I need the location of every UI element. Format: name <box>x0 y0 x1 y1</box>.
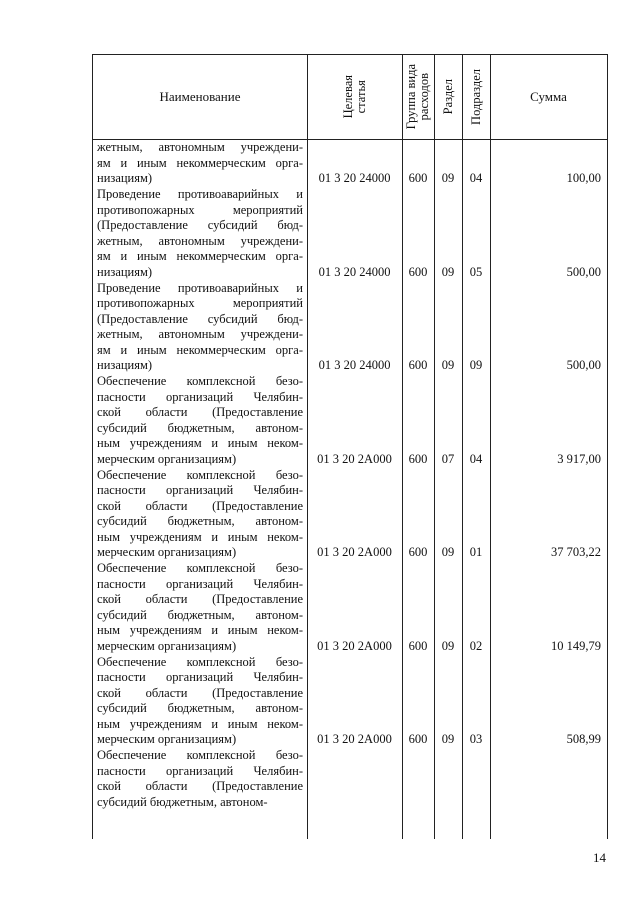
row-subsection: 01 <box>469 545 483 559</box>
row-sum: 508,99 <box>566 732 601 746</box>
row-name-line: ям и иным некоммерческим орга- <box>97 342 303 357</box>
row-target-code: 01 3 20 2А000 <box>317 451 392 466</box>
row-name-line: ным учреждениям и иным неком- <box>97 623 303 637</box>
row-name-line: (Предоставление субсидий бюд- <box>97 218 303 232</box>
row-name-line: ным учреждениям и иным неком- <box>97 529 303 544</box>
budget-table <box>92 54 608 839</box>
row-name-line: пасности организаций Челябин- <box>97 483 303 497</box>
row-name-line: противопожарных мероприятий <box>97 296 303 310</box>
row-section: 09 <box>441 638 455 653</box>
row-name-line: мерческим организациям) <box>97 545 237 559</box>
row-target-code: 01 3 20 2А000 <box>317 638 392 653</box>
row-name-line: (Предоставление субсидий бюд- <box>97 311 303 326</box>
row-name-line: низациям) <box>97 171 153 185</box>
row-name-line: низациям) <box>97 264 153 279</box>
table-row <box>93 187 607 280</box>
row-subsection: 04 <box>469 171 483 185</box>
table-row <box>93 140 607 187</box>
row-name-line: Обеспечение комплексной безо- <box>97 374 303 388</box>
page-number: 14 <box>593 850 606 865</box>
table-row <box>93 374 607 467</box>
row-subsection: 04 <box>469 451 483 466</box>
row-section: 09 <box>441 732 455 746</box>
row-name-line: ской области (Предоставление <box>97 405 303 419</box>
row-target-code: 01 3 20 2А000 <box>317 732 392 746</box>
row-name-line: мерческим организациям) <box>97 638 237 653</box>
header-subsection: Подраздел <box>468 69 483 125</box>
header-name: Наименование <box>159 89 241 104</box>
table-row <box>93 281 607 374</box>
row-name-line: жетным, автономным учреждени- <box>97 327 303 341</box>
row-name-line: Обеспечение комплексной безо- <box>97 561 303 575</box>
table-row <box>93 561 607 654</box>
row-name-line: мерческим организациям) <box>97 451 237 466</box>
row-target-code: 01 3 20 24000 <box>318 264 391 279</box>
row-section: 09 <box>441 264 455 279</box>
header-section: Раздел <box>440 79 455 115</box>
row-group: 600 <box>408 638 428 653</box>
row-name-line: пасности организаций Челябин- <box>97 670 303 684</box>
row-group: 600 <box>408 545 428 559</box>
row-name-line: Проведение противоаварийных и <box>97 187 303 201</box>
row-group: 600 <box>408 451 428 466</box>
row-sum: 100,00 <box>566 171 601 185</box>
row-name <box>97 281 303 374</box>
row-name-line: ской области (Предоставление <box>97 685 303 700</box>
row-sum: 37 703,22 <box>551 545 601 559</box>
row-sum: 3 917,00 <box>557 451 601 466</box>
row-name-line: Обеспечение комплексной безо- <box>97 748 303 762</box>
row-name-line: ным учреждениям и иным неком- <box>97 716 303 731</box>
header-group: Группа вида расходов <box>404 64 431 130</box>
row-name-line: Обеспечение комплексной безо- <box>97 654 303 669</box>
row-name-line: ской области (Предоставление <box>97 498 303 513</box>
row-name-line: субсидий бюджетным, автоном- <box>97 420 303 435</box>
row-name-line: Обеспечение комплексной безо- <box>97 467 303 482</box>
table-row <box>93 468 607 561</box>
row-name-line: ям и иным некоммерческим орга- <box>97 249 303 263</box>
row-name <box>97 140 303 187</box>
table-row <box>93 655 607 748</box>
row-subsection: 02 <box>469 638 483 653</box>
row-name-line: жетным, автономным учреждени- <box>97 233 303 248</box>
row-name-line: пасности организаций Челябин- <box>97 576 303 591</box>
row-sum: 10 149,79 <box>551 638 601 653</box>
row-name-line: мерческим организациям) <box>97 732 237 746</box>
row-name <box>97 468 303 561</box>
row-subsection: 09 <box>469 358 483 372</box>
row-subsection: 05 <box>469 264 483 279</box>
row-name-line: ской области (Предоставление <box>97 779 303 793</box>
row-name-line: ской области (Предоставление <box>97 592 303 606</box>
row-sum: 500,00 <box>566 264 601 279</box>
row-name <box>97 187 303 280</box>
row-group: 600 <box>408 732 428 746</box>
row-group: 600 <box>408 264 428 279</box>
row-name <box>97 655 303 748</box>
row-name-line: субсидий бюджетным, автоном- <box>97 701 303 715</box>
row-name-line: противопожарных мероприятий <box>97 202 303 217</box>
row-name <box>97 561 303 654</box>
row-name-line: субсидий бюджетным, автоном- <box>97 607 303 622</box>
row-target-code: 01 3 20 2А000 <box>317 545 392 559</box>
row-section: 07 <box>441 451 455 466</box>
row-name-line: пасности организаций Челябин- <box>97 389 303 404</box>
row-name-line: Проведение противоаварийных и <box>97 280 303 295</box>
row-name-line: жетным, автономным учреждени- <box>97 140 303 154</box>
row-section: 09 <box>441 545 455 559</box>
row-sum: 500,00 <box>566 358 601 372</box>
row-group: 600 <box>408 171 428 185</box>
row-group: 600 <box>408 358 428 372</box>
row-name-line: низациям) <box>97 358 153 372</box>
row-subsection: 03 <box>469 732 483 746</box>
header-sum: Сумма <box>530 89 567 104</box>
row-name <box>97 374 303 467</box>
row-target-code: 01 3 20 24000 <box>318 358 391 372</box>
table-header <box>93 55 607 140</box>
table-row <box>93 748 607 810</box>
row-name-line: пасности организаций Челябин- <box>97 763 303 778</box>
row-name-line: субсидий бюджетным, автоном- <box>97 794 268 809</box>
row-section: 09 <box>441 171 455 185</box>
row-target-code: 01 3 20 24000 <box>318 171 391 185</box>
row-section: 09 <box>441 358 455 372</box>
row-name <box>97 748 303 810</box>
row-name-line: субсидий бюджетным, автоном- <box>97 514 303 528</box>
row-name-line: ям и иным некоммерческим орга- <box>97 155 303 170</box>
row-name-line: ным учреждениям и иным неком- <box>97 436 303 450</box>
header-target: Целевая статья <box>340 75 368 119</box>
